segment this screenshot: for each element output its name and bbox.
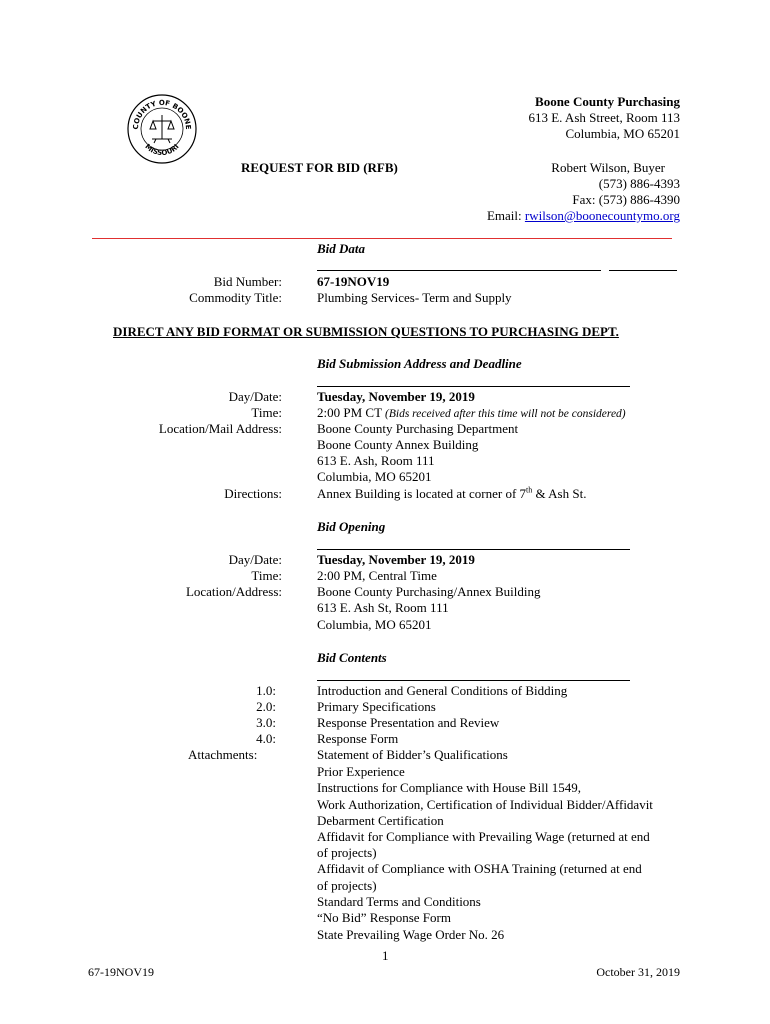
directions-text-end: & Ash St.: [532, 486, 587, 501]
attachment-item: Affidavit for Compliance with Prevailing Wage (returned at end: [317, 829, 650, 844]
submission-day-value: Tuesday, November 19, 2019: [317, 389, 475, 404]
submission-location-line: Boone County Purchasing Department: [317, 421, 519, 436]
contents-item-number: 3.0:: [256, 715, 276, 730]
email-link[interactable]: rwilson@boonecountymo.org: [524, 208, 680, 223]
contents-item-number: 4.0:: [256, 731, 276, 746]
submission-time-label: Time:: [251, 405, 282, 420]
attachment-item: Prior Experience: [317, 764, 405, 779]
org-address-line1: 613 E. Ash Street, Room 113: [528, 110, 680, 125]
contents-heading: Bid Contents: [317, 650, 387, 665]
submission-time-value: [317, 405, 626, 422]
opening-location-line: 613 E. Ash St, Room 111: [317, 600, 449, 615]
attachment-item: of projects): [317, 845, 377, 860]
attachment-item: State Prevailing Wage Order No. 26: [317, 927, 505, 942]
submission-time-note: (Bids received after this time will not be considered): [385, 408, 626, 420]
email-label: Email:: [486, 208, 525, 223]
header-divider: [92, 238, 672, 239]
buyer-email: [487, 208, 680, 224]
submission-location-line: Boone County Annex Building: [317, 437, 479, 452]
directions-sup: th: [526, 485, 533, 495]
buyer-phone: (573) 886-4393: [598, 176, 680, 191]
contents-item-text: Response Form: [317, 731, 399, 746]
attachment-item: of projects): [317, 878, 377, 893]
page-number: 1: [382, 948, 389, 963]
org-name: Boone County Purchasing: [535, 94, 680, 109]
directions-text: Annex Building is located at corner of 7: [317, 486, 527, 501]
bid-data-heading: Bid Data: [317, 241, 366, 256]
submission-rule: [317, 386, 630, 387]
document-title: REQUEST FOR BID (RFB): [241, 160, 398, 175]
opening-location-line: Boone County Purchasing/Annex Building: [317, 584, 541, 599]
bid-number-label: Bid Number:: [213, 274, 282, 289]
attachment-item: Affidavit of Compliance with OSHA Training (returned at end: [317, 861, 642, 876]
submission-heading: Bid Submission Address and Deadline: [317, 356, 522, 371]
opening-time-value: 2:00 PM, Central Time: [317, 568, 437, 583]
contents-item-text: Introduction and General Conditions of Bidding: [317, 683, 568, 698]
footer-doc-id: 67-19NOV19: [88, 965, 154, 979]
attachments-label: Attachments:: [188, 747, 258, 762]
opening-day-value: Tuesday, November 19, 2019: [317, 552, 475, 567]
contents-item-number: 2.0:: [256, 699, 276, 714]
contents-item-number: 1.0:: [256, 683, 276, 698]
submission-location-line: Columbia, MO 65201: [317, 469, 432, 484]
contents-item-text: Response Presentation and Review: [317, 715, 500, 730]
opening-rule: [317, 549, 630, 550]
buyer-fax: Fax: (573) 886-4390: [572, 192, 680, 207]
contents-item-text: Primary Specifications: [317, 699, 436, 714]
commodity-title-value: Plumbing Services- Term and Supply: [317, 290, 512, 305]
opening-location-label: Location/Address:: [185, 584, 282, 599]
attachment-item: Standard Terms and Conditions: [317, 894, 481, 909]
directions-value: [317, 486, 586, 502]
opening-day-label: Day/Date:: [228, 552, 282, 567]
bid-data-rule-1: [317, 270, 601, 271]
buyer-name: Robert Wilson, Buyer: [551, 160, 665, 175]
opening-heading: Bid Opening: [317, 519, 386, 534]
attachment-item: Work Authorization, Certification of Individual Bidder/Affidavit: [317, 797, 653, 812]
submission-location-label: Location/Mail Address:: [158, 421, 282, 436]
attachment-item: Statement of Bidder’s Qualifications: [317, 747, 508, 762]
footer-date: October 31, 2019: [596, 965, 680, 979]
submission-location-line: 613 E. Ash, Room 111: [317, 453, 435, 468]
bid-data-rule-2: [609, 270, 677, 271]
submission-day-label: Day/Date:: [228, 389, 282, 404]
org-address-line2: Columbia, MO 65201: [565, 126, 680, 141]
attachment-item: Debarment Certification: [317, 813, 444, 828]
bid-number-value: 67-19NOV19: [317, 274, 390, 289]
commodity-title-label: Commodity Title:: [189, 290, 282, 305]
attachment-item: Instructions for Compliance with House Bill 1549,: [317, 780, 581, 795]
svg-text:MISSOURI: MISSOURI: [143, 142, 181, 158]
directions-label: Directions:: [224, 486, 282, 501]
opening-location-line: Columbia, MO 65201: [317, 617, 432, 632]
submission-notice: DIRECT ANY BID FORMAT OR SUBMISSION QUESTIONS TO PURCHASING DEPT.: [113, 324, 619, 339]
submission-time: 2:00 PM CT: [317, 405, 386, 420]
contents-rule: [317, 680, 630, 681]
opening-time-label: Time:: [251, 568, 282, 583]
svg-text:COUNTY OF BOONE: COUNTY OF BOONE: [131, 98, 193, 130]
attachment-item: “No Bid” Response Form: [317, 910, 451, 925]
county-seal-logo: [126, 93, 198, 165]
